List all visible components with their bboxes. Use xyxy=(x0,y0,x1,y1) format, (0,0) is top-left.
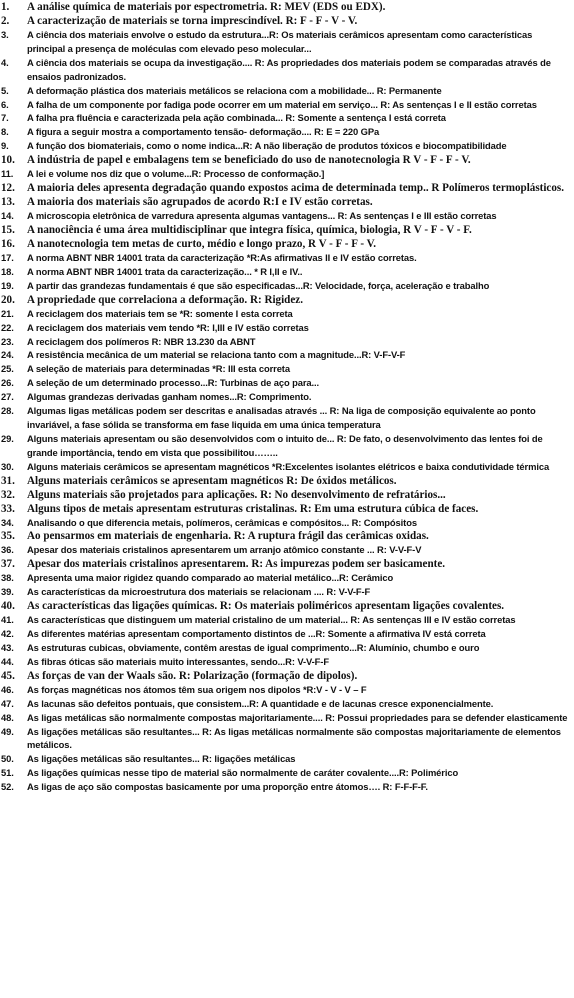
item-text: Algumas grandezas derivadas ganham nomes...R: Comprimento. xyxy=(27,391,312,403)
item-number: 7. xyxy=(1,112,9,124)
item-text: Analisando o que diferencia metais, polímeros, cerâmicas e compósitos... R: Compósitos xyxy=(27,516,417,528)
item-text: A norma ABNT NBR 14001 trata da caracterização *R:As afirmativas II e IV estão corretas. xyxy=(27,251,417,263)
item-text: As ligas metálicas são normalmente compostas majoritariamente.... R: Possui propriedades para se defender elasticamente xyxy=(27,711,568,723)
item-text: As diferentes matérias apresentam comportamento distintos de ...R: Somente a afirmativa IV está correta xyxy=(27,628,486,640)
item-number: 29. xyxy=(1,432,14,444)
list-item xyxy=(0,28,574,56)
item-text: As forças de van der Waals são. R: Polarização (formação de dipolos). xyxy=(27,669,358,682)
list-item xyxy=(0,265,574,279)
list-item xyxy=(0,111,574,125)
list-item xyxy=(0,0,574,14)
item-text: As ligações metálicas são resultantes... R: As ligas metálicas normalmente são compostas majoritariamente de elementos metálicos. xyxy=(27,725,561,751)
item-text: A seleção de um determinado processo...R: Turbinas de aço para... xyxy=(27,377,320,389)
item-number: 9. xyxy=(1,140,9,152)
item-number: 15. xyxy=(1,223,15,236)
list-item xyxy=(0,432,574,460)
item-text: A maioria dos materiais são agrupados de acordo R:I e IV estão corretas. xyxy=(27,196,373,209)
item-text: As estruturas cubicas, obviamente, contêm arestas de igual comprimento...R: Alumínio, chumbo e ouro xyxy=(27,642,480,653)
item-text: A caracterização de materiais se torna imprescindível. R: F - F - V - V. xyxy=(27,15,358,27)
list-item xyxy=(0,390,574,404)
item-number: 32. xyxy=(1,488,15,501)
item-text: Alguns tipos de metais apresentam estruturas cristalinas. R: Em uma estrutura cúbica de faces. xyxy=(27,502,479,515)
item-text: Alguns materiais cerâmicos se apresentam magnéticos *R:Excelentes isolantes elétricos e baixa condutividade térmica xyxy=(27,460,550,472)
item-number: 35. xyxy=(1,530,15,543)
item-text: Apresenta uma maior rigidez quando comparado ao material metálico...R: Cerâmico xyxy=(27,572,394,584)
list-item xyxy=(0,725,574,753)
item-text: A nanociência é uma área multidisciplinar que integra física, química, biologia, R V - F - V - F. xyxy=(27,223,472,236)
item-text: As ligações químicas nesse tipo de material são normalmente de caráter covalente....R: Polimérico xyxy=(27,767,459,779)
item-number: 45. xyxy=(1,669,15,682)
item-text: As características da microestrutura dos materiais se relacionam .... R: V-V-F-F xyxy=(27,586,371,598)
item-number: 19. xyxy=(1,279,14,291)
item-text: A seleção de materiais para determinadas *R: III esta correta xyxy=(27,363,290,375)
item-number: 3. xyxy=(1,29,9,40)
item-text: A reciclagem dos materiais tem se *R: somente I esta correta xyxy=(27,307,293,319)
item-number: 4. xyxy=(1,56,9,68)
list-item xyxy=(0,321,574,335)
item-number: 27. xyxy=(1,391,14,403)
item-text: A ciência dos materiais se ocupa da investigação.... R: As propriedades dos materiais podem se comparadas através de ensaios padronizados. xyxy=(27,56,551,82)
item-number: 2. xyxy=(1,15,10,27)
list-item xyxy=(0,529,574,543)
list-item xyxy=(0,223,574,237)
list-item xyxy=(0,502,574,516)
item-text: A deformação plástica dos materiais metálicos se relaciona com a mobilidade... R: Permanente xyxy=(27,84,442,96)
list-item xyxy=(0,627,574,641)
item-text: A função dos biomateriais, como o nome indica...R: A não liberação de produtos tóxicos e biocompatibilidade xyxy=(27,140,507,152)
item-number: 17. xyxy=(1,251,14,263)
item-number: 20. xyxy=(1,293,15,306)
list-item xyxy=(0,293,574,307)
list-item xyxy=(0,780,574,794)
list-item xyxy=(0,766,574,780)
item-text: A indústria de papel e embalagens tem se beneficiado do uso de nanotecnologia R V - F - F - V. xyxy=(27,154,471,167)
list-item xyxy=(0,474,574,488)
item-text: A propriedade que correlaciona a deformação. R: Rigidez. xyxy=(27,293,303,306)
item-text: Alguns materiais são projetados para aplicações. R: No desenvolvimento de refratários... xyxy=(27,488,446,501)
list-item xyxy=(0,543,574,557)
item-number: 6. xyxy=(1,98,9,110)
item-text: A maioria deles apresenta degradação quando expostos acima de determinada temp.. R Polímeros termoplásticos. xyxy=(27,182,564,195)
item-text: A reciclagem dos polímeros R: NBR 13.230 da ABNT xyxy=(27,335,256,347)
list-item xyxy=(0,557,574,571)
list-item xyxy=(0,139,574,153)
list-item xyxy=(0,335,574,349)
item-number: 38. xyxy=(1,572,14,584)
item-number: 22. xyxy=(1,321,14,333)
item-text: As lacunas são defeitos pontuais, que consistem...R: A quantidade e de lacunas cresce exponencialmente. xyxy=(27,697,494,709)
list-item xyxy=(0,655,574,669)
list-item xyxy=(0,279,574,293)
list-item xyxy=(0,209,574,223)
list-item xyxy=(0,641,574,655)
list-item xyxy=(0,376,574,390)
item-number: 5. xyxy=(1,84,9,96)
list-item xyxy=(0,153,574,167)
item-number: 13. xyxy=(1,196,15,209)
item-text: A falha pra fluência e caracterizada pela ação combinada... R: Somente a sentença I está correta xyxy=(27,112,446,124)
item-number: 37. xyxy=(1,558,15,571)
list-item xyxy=(0,752,574,766)
item-text: A análise química de materiais por espectrometria. R: MEV (EDS ou EDX). xyxy=(27,1,386,13)
list-item xyxy=(0,404,574,432)
item-text: As ligas de aço são compostas basicamente por uma proporção entre átomos…. R: F-F-F-F. xyxy=(27,781,428,793)
item-number: 46. xyxy=(1,683,14,695)
list-item xyxy=(0,585,574,599)
item-number: 12. xyxy=(1,182,15,195)
item-text: As ligações metálicas são resultantes... R: ligações metálicas xyxy=(27,753,296,765)
item-number: 52. xyxy=(1,781,14,793)
item-number: 1. xyxy=(1,1,10,13)
item-text: Apesar dos materiais cristalinos apresentarem um arranjo atômico constante ... R: V-V-F-V xyxy=(27,544,422,556)
item-text: As fibras óticas são materiais muito interessantes, sendo...R: V-V-F-F xyxy=(27,655,329,667)
item-text: A falha de um componente por fadiga pode ocorrer em um material em serviço... R: As sentenças I e II estão corretas xyxy=(27,98,537,110)
list-item xyxy=(0,348,574,362)
item-text: Alguns materiais apresentam ou são desenvolvidos com o intuito de... R: De fato, o desenvolvimento das lentes foi de grande importância, tendo em vista que possibilitou…….. xyxy=(27,432,543,458)
list-item xyxy=(0,14,574,28)
item-text: Alguns materiais cerâmicos se apresentam magnéticos R: De óxidos metálicos. xyxy=(27,474,397,487)
item-number: 41. xyxy=(1,614,14,626)
list-item xyxy=(0,56,574,84)
item-text: A ciência dos materiais envolve o estudo da estrutura...R: Os materiais cerâmicos apresentam como características principal a presença de moléculas com elevado peso molecular... xyxy=(27,29,533,54)
list-item xyxy=(0,683,574,697)
item-number: 10. xyxy=(1,154,15,167)
item-text: As características das ligações químicas. R: Os materiais poliméricos apresentam ligações covalentes. xyxy=(27,600,505,613)
list-item xyxy=(0,84,574,98)
item-number: 40. xyxy=(1,600,15,613)
item-number: 47. xyxy=(1,697,14,709)
item-number: 14. xyxy=(1,210,14,222)
item-number: 48. xyxy=(1,711,14,723)
item-number: 28. xyxy=(1,405,14,417)
item-text: A figura a seguir mostra a comportamento tensão- deformação.... R: E = 220 GPa xyxy=(27,126,380,138)
item-number: 11. xyxy=(1,168,14,180)
item-number: 44. xyxy=(1,655,14,667)
item-text: As forças magnéticas nos átomos têm sua origem nos dipolos *R:V - V - V – F xyxy=(27,683,367,695)
item-number: 42. xyxy=(1,628,14,640)
item-number: 26. xyxy=(1,377,14,389)
list-item xyxy=(0,571,574,585)
list-item xyxy=(0,362,574,376)
item-number: 23. xyxy=(1,335,14,347)
list-item xyxy=(0,711,574,725)
list-item xyxy=(0,237,574,251)
item-text: A microscopia eletrônica de varredura apresenta algumas vantagens... R: As sentenças I e III estão corretas xyxy=(27,210,497,222)
list-item xyxy=(0,251,574,265)
item-text: Apesar dos materiais cristalinos apresentarem. R: As impurezas podem ser basicamente. xyxy=(27,558,446,571)
item-number: 24. xyxy=(1,349,14,361)
item-number: 30. xyxy=(1,460,14,472)
list-item xyxy=(0,613,574,627)
item-number: 31. xyxy=(1,474,15,487)
item-text: A resistência mecânica de um material se relaciona tanto com a magnitude...R: V-F-V-F xyxy=(27,349,406,361)
item-text: A nanotecnologia tem metas de curto, médio e longo prazo, R V - F - F - V. xyxy=(27,237,377,250)
item-text: A norma ABNT NBR 14001 trata da caracterização... * R I,II e IV.. xyxy=(27,265,303,277)
item-text: Algumas ligas metálicas podem ser descritas e analisadas através ... R: Na liga de composição equivalente ao ponto invariável, a fase sólida se transforma em fase liquida em uma única temperatura xyxy=(27,405,536,430)
list-item xyxy=(0,516,574,530)
item-text: As características que distinguem um material cristalino de um material... R: As sentenças III e IV estão corretas xyxy=(27,614,516,626)
item-number: 39. xyxy=(1,586,14,598)
list-item xyxy=(0,195,574,209)
item-text: A partir das grandezas fundamentais é que são especificadas...R: Velocidade, força, aceleração e trabalho xyxy=(27,279,490,291)
item-number: 8. xyxy=(1,126,9,138)
item-text: A lei e volume nos diz que o volume...R: Processo de conformação.] xyxy=(27,168,325,180)
item-number: 51. xyxy=(1,767,14,779)
item-number: 50. xyxy=(1,753,14,765)
list-item xyxy=(0,125,574,139)
item-number: 25. xyxy=(1,363,14,375)
list-item xyxy=(0,307,574,321)
item-number: 18. xyxy=(1,265,14,277)
item-text: A reciclagem dos materiais vem tendo *R: I,III e IV estão corretas xyxy=(27,321,309,333)
list-item xyxy=(0,697,574,711)
list-item xyxy=(0,599,574,613)
item-number: 16. xyxy=(1,237,15,250)
item-number: 33. xyxy=(1,502,15,515)
item-number: 43. xyxy=(1,642,14,653)
item-number: 49. xyxy=(1,725,14,737)
list-item xyxy=(0,181,574,195)
list-item xyxy=(0,460,574,474)
list-item xyxy=(0,488,574,502)
item-number: 21. xyxy=(1,307,14,319)
item-number: 34. xyxy=(1,516,14,528)
list-item xyxy=(0,669,574,683)
item-number: 36. xyxy=(1,544,14,556)
item-text: Ao pensarmos em materiais de engenharia. R: A ruptura frágil das cerâmicas oxidas. xyxy=(27,530,429,543)
list-item xyxy=(0,98,574,112)
list-item xyxy=(0,167,574,181)
